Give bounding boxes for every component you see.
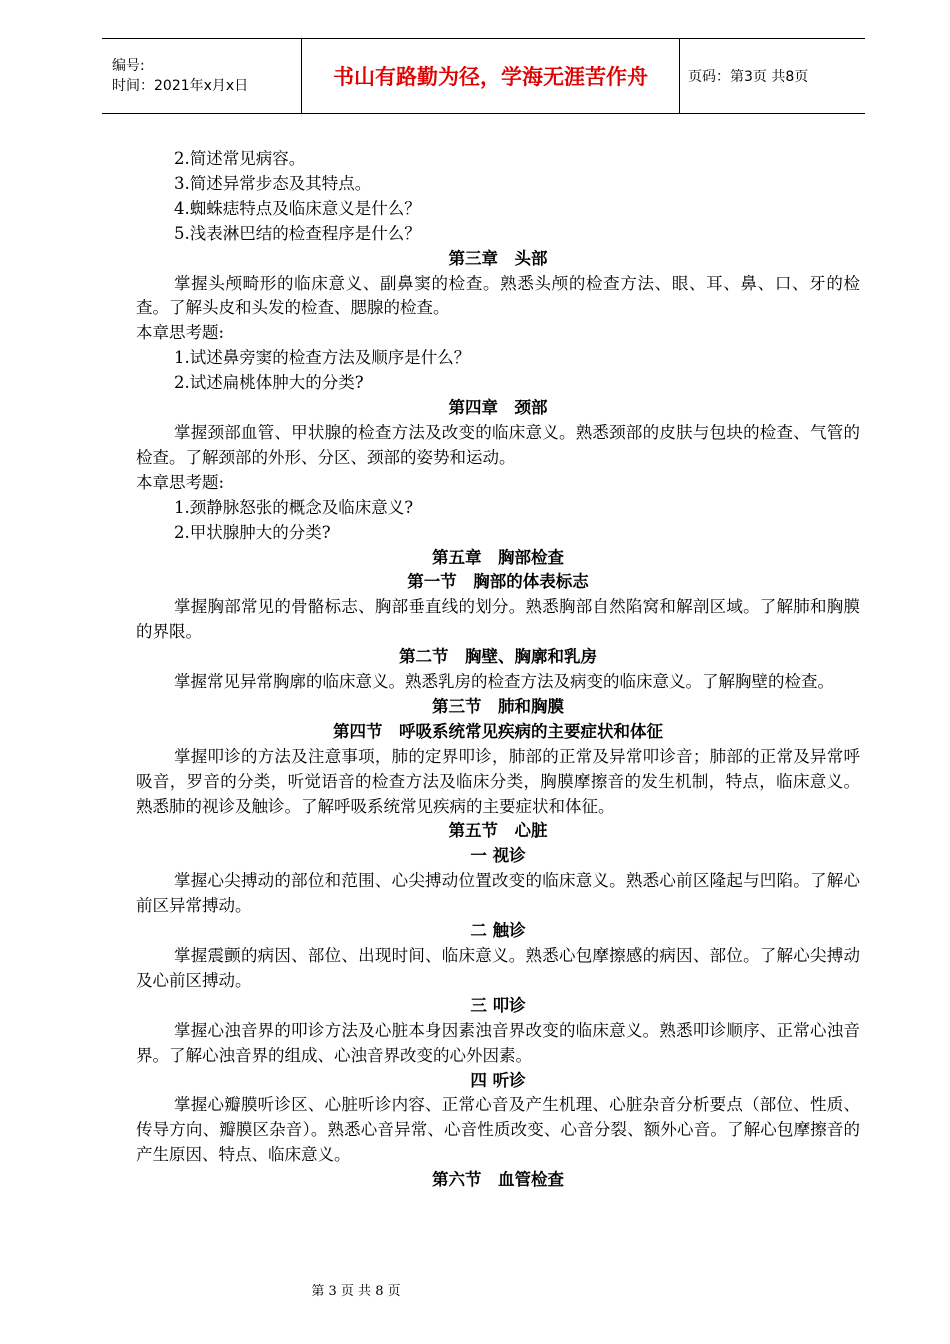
section-heading: 第二节 胸壁、胸廓和乳房 xyxy=(399,647,597,667)
document-body xyxy=(136,147,860,1193)
question-item: 1.试述鼻旁窦的检查方法及顺序是什么？ xyxy=(174,348,471,368)
section-heading: 第四节 呼吸系统常见疾病的主要症状和体征 xyxy=(333,721,663,741)
section-heading: 第五章 胸部检查 xyxy=(432,547,564,567)
document-time-label: 时间：2021年x月x日 xyxy=(112,78,249,94)
body-paragraph: 掌握胸部常见的骨骼标志、胸部垂直线的划分。熟悉胸部自然陷窝和解剖区域。了解肺和胸膜的界限。 xyxy=(136,597,860,642)
section-heading: 第六节 血管检查 xyxy=(432,1170,564,1190)
body-paragraph: 掌握心尖搏动的部位和范围、心尖搏动位置改变的临床意义。熟悉心前区隆起与凹陷。了解心前区异常搏动。 xyxy=(136,871,860,916)
page-header xyxy=(102,38,865,114)
subheading-label: 本章思考题: xyxy=(136,323,225,343)
body-paragraph: 掌握常见异常胸廓的临床意义。熟悉乳房的检查方法及病变的临床意义。了解胸壁的检查。 xyxy=(174,672,834,692)
question-item: 1.颈静脉怒张的概念及临床意义? xyxy=(174,497,414,517)
body-paragraph: 掌握震颤的病因、部位、出现时间、临床意义。熟悉心包摩擦感的病因、部位。了解心尖搏动及心前区搏动。 xyxy=(136,946,860,990)
body-paragraph: 掌握心浊音界的叩诊方法及心脏本身因素浊音界改变的临床意义。熟悉叩诊顺序、正常心浊音界。了解心浊音界的组成、心浊音界改变的心外因素。 xyxy=(136,1020,860,1065)
document-number-label: 编号: xyxy=(112,58,145,74)
section-heading: 第三节 肺和胸膜 xyxy=(432,696,564,716)
section-heading: 第四章 颈部 xyxy=(448,398,548,418)
section-heading: 三 叩诊 xyxy=(470,995,526,1015)
question-item: 2.简述常见病容。 xyxy=(174,149,306,168)
question-item: 3.简述异常步态及其特点。 xyxy=(174,173,372,193)
header-meta xyxy=(102,39,302,113)
question-item: 2.试述扁桃体肿大的分类? xyxy=(174,373,364,393)
header-page-label: 页码：第3页 共8页 xyxy=(688,69,809,85)
page-footer: 第 3 页 共 8 页 xyxy=(311,1284,401,1299)
question-item: 4.蜘蛛痣特点及临床意义是什么？ xyxy=(174,198,421,218)
section-heading: 第三章 头部 xyxy=(448,248,548,268)
question-item: 2.甲状腺肿大的分类? xyxy=(174,522,331,542)
subheading-label: 本章思考题: xyxy=(136,472,225,492)
question-item: 5.浅表淋巴结的检查程序是什么？ xyxy=(174,223,421,243)
body-paragraph: 掌握心瓣膜听诊区、心脏听诊内容、正常心音及产生机理、心脏杂音分析要点（部位、性质、传导方向、瓣膜区杂音）。熟悉心音异常、心音性质改变、心音分裂、额外心音。了解心包摩擦音的产生原因、特点、临床意义。 xyxy=(136,1095,860,1165)
section-heading: 四 听诊 xyxy=(470,1070,526,1090)
header-motto: 书山有路勤为径，学海无涯苦作舟 xyxy=(302,39,680,113)
section-heading: 一 视诊 xyxy=(470,846,526,866)
body-paragraph: 掌握头颅畸形的临床意义、副鼻窦的检查。熟悉头颅的检查方法、眼、耳、鼻、口、牙的检查。了解头皮和头发的检查、腮腺的检查。 xyxy=(136,273,860,318)
section-heading: 第五节 心脏 xyxy=(448,821,548,841)
body-paragraph: 掌握叩诊的方法及注意事项，肺的定界叩诊，肺部的正常及异常叩诊音；肺部的正常及异常呼吸音，罗音的分类，听觉语音的检查方法及临床分类，胸膜摩擦音的发生机制，特点，临床意义。熟悉肺的视诊及触诊。了解呼吸系统常见疾病的主要症状和体征。 xyxy=(136,746,860,816)
section-heading: 第一节 胸部的体表标志 xyxy=(407,572,589,592)
body-paragraph: 掌握颈部血管、甲状腺的检查方法及改变的临床意义。熟悉颈部的皮肤与包块的检查、气管的检查。了解颈部的外形、分区、颈部的姿势和运动。 xyxy=(136,422,860,467)
section-heading: 二 触诊 xyxy=(470,921,526,941)
